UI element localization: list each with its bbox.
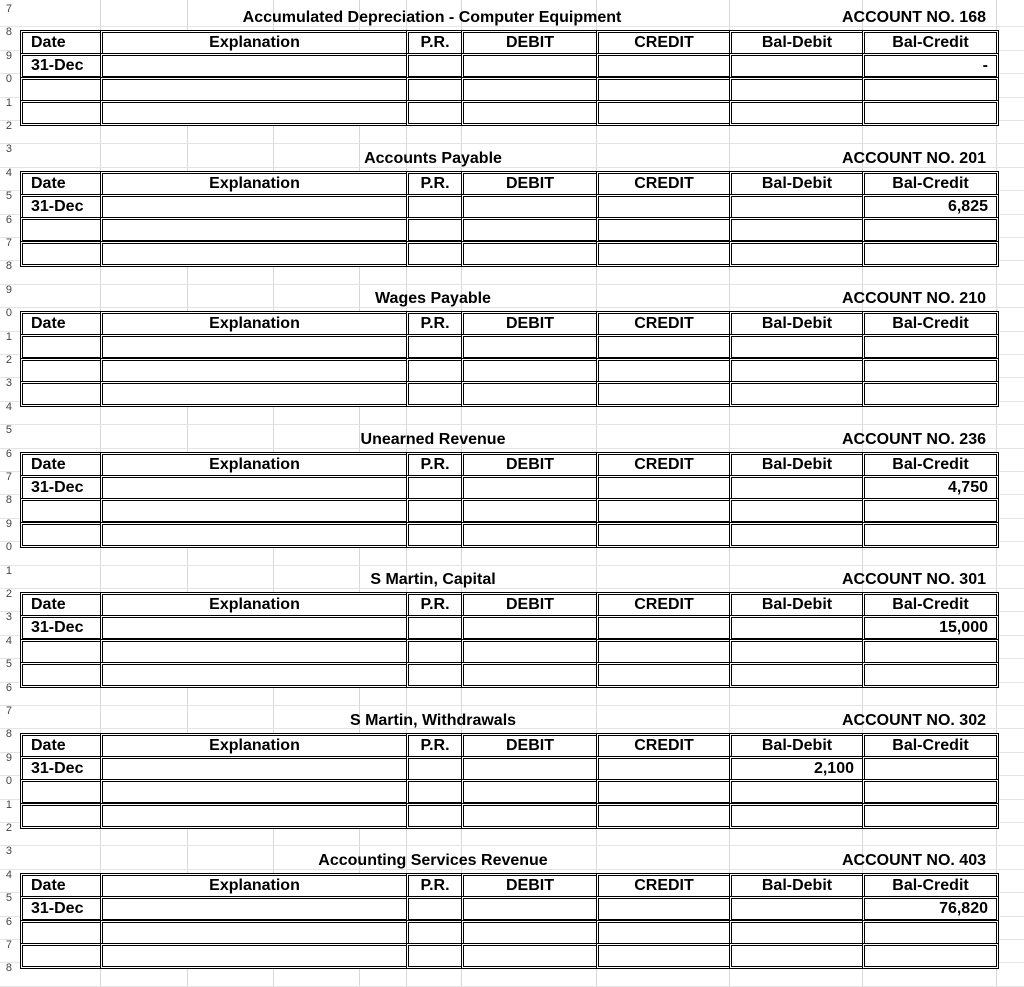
ledger-cell-debit[interactable] <box>461 522 599 548</box>
ledger-cell-credit[interactable] <box>596 943 732 969</box>
header-debit: DEBIT <box>461 311 599 337</box>
header-pr: P.R. <box>406 592 464 618</box>
header-bal-debit: Bal-Debit <box>729 311 865 337</box>
ledger-cell-pr[interactable] <box>406 217 464 243</box>
account-number: ACCOUNT NO. 201 <box>841 150 986 167</box>
ledger-cell-date[interactable]: 31-Dec <box>20 194 103 220</box>
header-pr: P.R. <box>406 733 464 759</box>
header-bal-credit: Bal-Credit <box>862 171 999 197</box>
ledger-cell-pr[interactable] <box>406 381 464 407</box>
header-debit: DEBIT <box>461 873 599 899</box>
ledger-cell-credit[interactable] <box>596 53 732 79</box>
ledger-cell-pr[interactable] <box>406 803 464 829</box>
row-number[interactable]: 3 <box>5 143 12 155</box>
row-number[interactable]: 8 <box>5 962 12 974</box>
header-bal-credit: Bal-Credit <box>862 873 999 899</box>
row-number[interactable]: 6 <box>5 448 12 460</box>
account-title: Wages Payable <box>375 290 491 307</box>
account-title: Accounting Services Revenue <box>318 852 548 869</box>
row-number[interactable]: 6 <box>5 682 12 694</box>
grid-row-line <box>0 705 1024 706</box>
ledger-cell-pr[interactable] <box>406 53 464 79</box>
ledger-cell-bal-credit[interactable]: 6,825 <box>862 194 999 220</box>
ledger-cell-explanation[interactable] <box>100 615 409 641</box>
ledger-cell-date[interactable]: 31-Dec <box>20 896 103 922</box>
ledger-cell-bal-debit[interactable] <box>729 615 865 641</box>
ledger-cell-bal-debit[interactable] <box>729 241 865 267</box>
ledger-cell-bal-debit[interactable] <box>729 498 865 524</box>
account-number: ACCOUNT NO. 168 <box>841 9 986 26</box>
ledger-cell-pr[interactable] <box>406 334 464 360</box>
ledger-cell-date[interactable] <box>20 217 103 243</box>
ledger-cell-bal-debit[interactable] <box>729 803 865 829</box>
account-number: ACCOUNT NO. 302 <box>841 712 986 729</box>
ledger-cell-credit[interactable] <box>596 522 732 548</box>
account-title: S Martin, Withdrawals <box>349 712 517 729</box>
header-bal-debit: Bal-Debit <box>729 873 865 899</box>
row-number[interactable]: 5 <box>5 190 12 202</box>
ledger-cell-bal-credit[interactable] <box>862 662 999 688</box>
ledger-cell-bal-credit[interactable] <box>862 217 999 243</box>
row-number[interactable]: 8 <box>5 728 12 740</box>
ledger-cell-date[interactable] <box>20 803 103 829</box>
header-pr: P.R. <box>406 311 464 337</box>
ledger-cell-explanation[interactable] <box>100 53 409 79</box>
header-pr: P.R. <box>406 452 464 478</box>
row-number[interactable]: 7 <box>5 471 12 483</box>
header-explanation: Explanation <box>100 733 409 759</box>
row-number[interactable]: 0 <box>5 775 12 787</box>
header-bal-debit: Bal-Debit <box>729 171 865 197</box>
header-bal-credit: Bal-Credit <box>862 592 999 618</box>
header-credit: CREDIT <box>596 733 732 759</box>
ledger-cell-date[interactable] <box>20 779 103 805</box>
row-number[interactable]: 1 <box>5 565 12 577</box>
grid-row-line <box>0 424 1024 425</box>
ledger-cell-pr[interactable] <box>406 100 464 126</box>
header-credit: CREDIT <box>596 592 732 618</box>
header-bal-credit: Bal-Credit <box>862 311 999 337</box>
ledger-cell-explanation[interactable] <box>100 498 409 524</box>
account-number: ACCOUNT NO. 210 <box>841 290 986 307</box>
header-date: Date <box>20 733 103 759</box>
row-number[interactable]: 9 <box>5 518 12 530</box>
row-number[interactable]: 0 <box>5 541 12 553</box>
ledger-cell-bal-debit[interactable] <box>729 381 865 407</box>
ledger-cell-credit[interactable] <box>596 241 732 267</box>
row-number[interactable]: 0 <box>5 73 12 85</box>
ledger-cell-credit[interactable] <box>596 334 732 360</box>
ledger-cell-bal-credit[interactable] <box>862 803 999 829</box>
account-number: ACCOUNT NO. 236 <box>841 431 986 448</box>
header-explanation: Explanation <box>100 30 409 56</box>
ledger-cell-date[interactable]: 31-Dec <box>20 615 103 641</box>
ledger-cell-bal-debit[interactable] <box>729 217 865 243</box>
row-number[interactable]: 4 <box>5 869 12 881</box>
header-credit: CREDIT <box>596 30 732 56</box>
ledger-cell-debit[interactable] <box>461 334 599 360</box>
ledger-cell-date[interactable] <box>20 522 103 548</box>
ledger-cell-explanation[interactable] <box>100 241 409 267</box>
ledger-cell-date[interactable] <box>20 943 103 969</box>
header-bal-debit: Bal-Debit <box>729 592 865 618</box>
header-date: Date <box>20 873 103 899</box>
row-number[interactable]: 1 <box>5 97 12 109</box>
ledger-cell-explanation[interactable] <box>100 779 409 805</box>
ledger-cell-bal-debit[interactable] <box>729 334 865 360</box>
header-bal-credit: Bal-Credit <box>862 733 999 759</box>
account-title: Accumulated Depreciation - Computer Equipment <box>242 9 622 26</box>
ledger-cell-debit[interactable] <box>461 943 599 969</box>
ledger-cell-bal-credit[interactable] <box>862 522 999 548</box>
header-bal-debit: Bal-Debit <box>729 452 865 478</box>
header-date: Date <box>20 452 103 478</box>
row-number[interactable]: 8 <box>5 260 12 272</box>
ledger-cell-credit[interactable] <box>596 896 732 922</box>
ledger-cell-pr[interactable] <box>406 241 464 267</box>
header-bal-debit: Bal-Debit <box>729 733 865 759</box>
ledger-cell-bal-credit[interactable]: - <box>862 53 999 79</box>
header-date: Date <box>20 30 103 56</box>
ledger-cell-pr[interactable] <box>406 615 464 641</box>
row-number[interactable]: 6 <box>5 214 12 226</box>
ledger-cell-date[interactable] <box>20 381 103 407</box>
header-debit: DEBIT <box>461 171 599 197</box>
ledger-cell-debit[interactable] <box>461 498 599 524</box>
ledger-cell-debit[interactable] <box>461 53 599 79</box>
ledger-cell-pr[interactable] <box>406 943 464 969</box>
ledger-cell-bal-credit[interactable] <box>862 381 999 407</box>
header-bal-credit: Bal-Credit <box>862 452 999 478</box>
ledger-cell-credit[interactable] <box>596 803 732 829</box>
row-number[interactable]: 7 <box>5 237 12 249</box>
ledger-cell-debit[interactable] <box>461 896 599 922</box>
ledger-cell-pr[interactable] <box>406 498 464 524</box>
ledger-cell-pr[interactable] <box>406 779 464 805</box>
grid-row-line <box>0 143 1024 144</box>
header-pr: P.R. <box>406 873 464 899</box>
header-explanation: Explanation <box>100 452 409 478</box>
row-number[interactable]: 7 <box>5 3 12 15</box>
row-number[interactable]: 5 <box>5 892 12 904</box>
row-number[interactable]: 3 <box>5 611 12 623</box>
header-credit: CREDIT <box>596 873 732 899</box>
row-number[interactable]: 6 <box>5 916 12 928</box>
header-debit: DEBIT <box>461 452 599 478</box>
ledger-cell-credit[interactable] <box>596 498 732 524</box>
ledger-cell-debit[interactable] <box>461 662 599 688</box>
ledger-cell-credit[interactable] <box>596 217 732 243</box>
ledger-cell-explanation[interactable] <box>100 803 409 829</box>
ledger-cell-debit[interactable] <box>461 381 599 407</box>
header-explanation: Explanation <box>100 171 409 197</box>
row-number[interactable]: 7 <box>5 939 12 951</box>
grid-row-line <box>0 284 1024 285</box>
row-number[interactable]: 4 <box>5 167 12 179</box>
ledger-cell-date[interactable] <box>20 241 103 267</box>
ledger-cell-explanation[interactable] <box>100 334 409 360</box>
row-number[interactable]: 3 <box>5 845 12 857</box>
grid-row-line <box>0 845 1024 846</box>
ledger-cell-bal-credit[interactable] <box>862 241 999 267</box>
ledger-cell-explanation[interactable] <box>100 662 409 688</box>
ledger-cell-bal-debit[interactable] <box>729 896 865 922</box>
row-number[interactable]: 9 <box>5 50 12 62</box>
ledger-cell-pr[interactable] <box>406 896 464 922</box>
ledger-cell-date[interactable] <box>20 100 103 126</box>
ledger-cell-bal-credit[interactable] <box>862 498 999 524</box>
header-debit: DEBIT <box>461 592 599 618</box>
row-number[interactable]: 8 <box>5 26 12 38</box>
header-explanation: Explanation <box>100 873 409 899</box>
ledger-cell-explanation[interactable] <box>100 217 409 243</box>
ledger-cell-bal-debit[interactable] <box>729 53 865 79</box>
row-number[interactable]: 1 <box>5 799 12 811</box>
row-number[interactable]: 5 <box>5 658 12 670</box>
header-bal-debit: Bal-Debit <box>729 30 865 56</box>
ledger-cell-pr[interactable] <box>406 662 464 688</box>
account-title: Accounts Payable <box>364 150 502 167</box>
ledger-cell-date[interactable] <box>20 498 103 524</box>
header-explanation: Explanation <box>100 592 409 618</box>
row-number[interactable]: 7 <box>5 705 12 717</box>
ledger-cell-date[interactable] <box>20 334 103 360</box>
header-debit: DEBIT <box>461 733 599 759</box>
ledger-cell-date[interactable] <box>20 662 103 688</box>
row-number[interactable]: 4 <box>5 401 12 413</box>
account-number: ACCOUNT NO. 301 <box>841 571 986 588</box>
account-title: Unearned Revenue <box>360 431 506 448</box>
ledger-cell-explanation[interactable] <box>100 896 409 922</box>
ledger-cell-debit[interactable] <box>461 803 599 829</box>
ledger-cell-date[interactable]: 31-Dec <box>20 475 103 501</box>
ledger-cell-debit[interactable] <box>461 615 599 641</box>
ledger-cell-bal-credit[interactable]: 15,000 <box>862 615 999 641</box>
row-number[interactable]: 5 <box>5 424 12 436</box>
ledger-cell-explanation[interactable] <box>100 100 409 126</box>
row-number[interactable]: 9 <box>5 284 12 296</box>
grid-row-line <box>0 565 1024 566</box>
header-date: Date <box>20 592 103 618</box>
ledger-cell-bal-debit[interactable] <box>729 943 865 969</box>
row-number[interactable]: 2 <box>5 822 12 834</box>
ledger-cell-date[interactable]: 31-Dec <box>20 53 103 79</box>
account-title: S Martin, Capital <box>370 571 496 588</box>
header-date: Date <box>20 311 103 337</box>
ledger-cell-bal-credit[interactable] <box>862 100 999 126</box>
row-number[interactable]: 9 <box>5 752 12 764</box>
row-number[interactable]: 3 <box>5 377 12 389</box>
ledger-cell-bal-credit[interactable]: 4,750 <box>862 475 999 501</box>
header-credit: CREDIT <box>596 311 732 337</box>
row-number[interactable]: 8 <box>5 494 12 506</box>
ledger-cell-debit[interactable] <box>461 100 599 126</box>
header-debit: DEBIT <box>461 30 599 56</box>
ledger-cell-credit[interactable] <box>596 615 732 641</box>
row-number[interactable]: 2 <box>5 354 12 366</box>
header-credit: CREDIT <box>596 452 732 478</box>
row-number[interactable]: 1 <box>5 331 12 343</box>
row-number[interactable]: 2 <box>5 588 12 600</box>
ledger-cell-explanation[interactable] <box>100 943 409 969</box>
header-bal-credit: Bal-Credit <box>862 30 999 56</box>
row-number[interactable]: 0 <box>5 307 12 319</box>
ledger-cell-bal-debit[interactable] <box>729 522 865 548</box>
ledger-cell-credit[interactable] <box>596 779 732 805</box>
ledger-cell-bal-debit[interactable] <box>729 779 865 805</box>
ledger-cell-pr[interactable] <box>406 522 464 548</box>
ledger-cell-bal-credit[interactable] <box>862 943 999 969</box>
ledger-cell-debit[interactable] <box>461 241 599 267</box>
header-credit: CREDIT <box>596 171 732 197</box>
ledger-cell-bal-debit[interactable]: 2,100 <box>729 756 865 782</box>
ledger-cell-credit[interactable] <box>596 662 732 688</box>
ledger-cell-date[interactable]: 31-Dec <box>20 756 103 782</box>
ledger-cell-explanation[interactable] <box>100 381 409 407</box>
ledger-cell-bal-credit[interactable] <box>862 779 999 805</box>
header-pr: P.R. <box>406 171 464 197</box>
ledger-cell-bal-credit[interactable] <box>862 334 999 360</box>
ledger-cell-bal-credit[interactable]: 76,820 <box>862 896 999 922</box>
ledger-cell-bal-debit[interactable] <box>729 100 865 126</box>
row-number[interactable]: 2 <box>5 120 12 132</box>
header-pr: P.R. <box>406 30 464 56</box>
ledger-cell-bal-debit[interactable] <box>729 662 865 688</box>
row-number[interactable]: 4 <box>5 635 12 647</box>
ledger-cell-debit[interactable] <box>461 217 599 243</box>
header-explanation: Explanation <box>100 311 409 337</box>
header-date: Date <box>20 171 103 197</box>
ledger-cell-debit[interactable] <box>461 779 599 805</box>
ledger-cell-credit[interactable] <box>596 381 732 407</box>
ledger-cell-credit[interactable] <box>596 100 732 126</box>
account-number: ACCOUNT NO. 403 <box>841 852 986 869</box>
ledger-cell-explanation[interactable] <box>100 522 409 548</box>
